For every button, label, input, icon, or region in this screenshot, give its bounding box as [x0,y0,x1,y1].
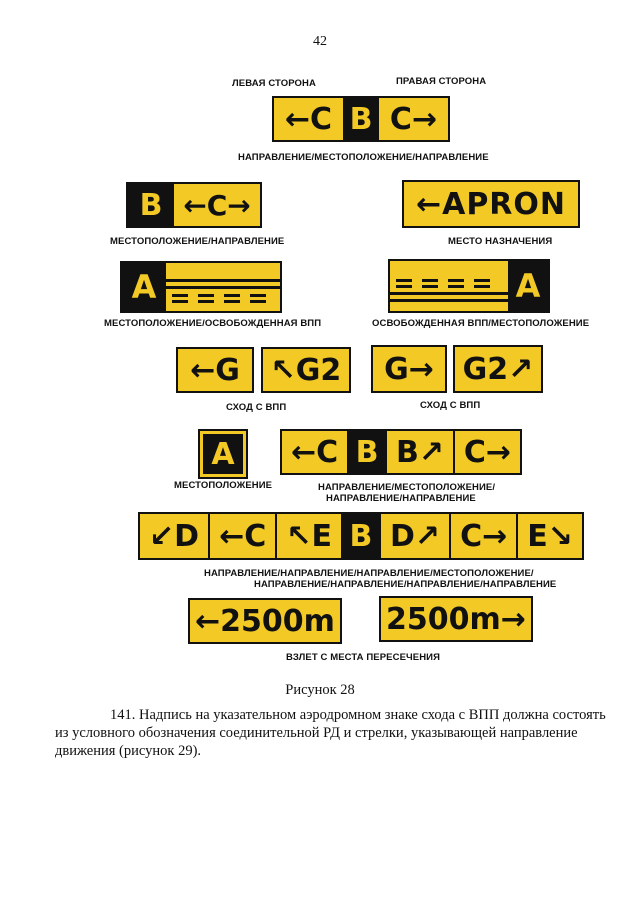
sign-panel: ←C [274,98,343,140]
caption-exit-left: СХОД С ВПП [226,402,287,413]
sign-apron [402,180,580,228]
dashed-line [474,279,490,282]
sign-2500m-left [188,598,342,644]
sign-panel-location: A [122,263,166,311]
sign-panel: G→ [373,347,445,391]
dashed-line [224,294,240,297]
sign-panel-location: B [128,184,174,226]
sign-panel: D↗ [381,514,449,558]
dashed-line [198,300,214,303]
sign-panel: ←2500m [190,600,340,642]
dashed-line [474,285,490,288]
paragraph-line-1: 141. Надпись на указательном аэродромном знаке схода с ВПП должна состоять [110,707,606,723]
continuous-line [166,286,280,289]
sign-2500m-right [379,596,533,642]
caption-cleared-loc: ОСВОБОЖДЕННАЯ ВПП/МЕСТОПОЛОЖЕНИЕ [372,318,590,329]
caption-right-side: ПРАВАЯ СТОРОНА [396,76,487,87]
caption-loc-dir: МЕСТОПОЛОЖЕНИЕ/НАПРАВЛЕНИЕ [110,236,285,247]
dashed-line [448,279,464,282]
continuous-line [166,279,280,282]
sign-panel-location: B [343,98,379,140]
sign-panel-location: A [203,434,243,474]
sign-panel: C→ [449,514,516,558]
sign-panel: ←C [282,431,347,473]
sign-location-a [200,431,246,477]
runway-vacated-panel [166,263,280,311]
caption-left-side: ЛЕВАЯ СТОРОНА [232,78,316,89]
dashed-line [448,285,464,288]
sign-panel-location: A [508,261,548,311]
sign-panel: E↘ [516,514,582,558]
page-number: 42 [313,34,327,49]
dashed-line [396,285,412,288]
caption-dir-loc-dir: НАПРАВЛЕНИЕ/МЕСТОПОЛОЖЕНИЕ/НАПРАВЛЕНИЕ [238,152,489,163]
sign-panel: C→ [453,431,520,473]
dashed-line [250,294,266,297]
sign-exit-g-left [176,347,254,393]
sign-a-vacated [120,261,282,313]
sign-panel-location: B [347,431,387,473]
sign-exit-g2-left [261,347,351,393]
sign-c-b-c [272,96,450,142]
sign-panel: 2500m→ [381,598,531,640]
sign-panel: B↗ [387,431,453,473]
sign-panel: ←G [178,349,252,391]
sign-panel: ←C→ [174,184,260,226]
sign-b-c [126,182,262,228]
continuous-line [390,292,508,295]
sign-panel: ←C [208,514,275,558]
dashed-line [250,300,266,303]
sign-exit-g2-right [453,345,543,393]
dashed-line [396,279,412,282]
paragraph-line-3: движения (рисунок 29). [55,743,202,759]
caption-loc-cleared: МЕСТОПОЛОЖЕНИЕ/ОСВОБОЖДЕННАЯ ВПП [104,318,322,329]
caption-dir-loc-dir-dir-2: НАПРАВЛЕНИЕ/НАПРАВЛЕНИЕ [326,493,476,504]
dashed-line [172,300,188,303]
caption-long-1: НАПРАВЛЕНИЕ/НАПРАВЛЕНИЕ/НАПРАВЛЕНИЕ/МЕСТОПОЛОЖЕНИЕ/ [204,568,534,579]
sign-exit-g-right [371,345,447,393]
dashed-line [422,285,438,288]
dashed-line [172,294,188,297]
caption-exit-right: СХОД С ВПП [420,400,481,411]
sign-panel: ↙D [140,514,208,558]
caption-dir-loc-dir-dir-1: НАПРАВЛЕНИЕ/МЕСТОПОЛОЖЕНИЕ/ [318,482,496,493]
dashed-line [224,300,240,303]
runway-vacated-panel [390,261,508,311]
sign-vacated-a [388,259,550,313]
paragraph-line-2: из условного обозначения соединительной РД и стрелки, указывающей направление [55,725,578,741]
caption-location: МЕСТОПОЛОЖЕНИЕ [174,480,273,491]
dashed-line [422,279,438,282]
continuous-line [390,299,508,302]
figure-caption: Рисунок 28 [285,682,355,698]
dashed-line [198,294,214,297]
caption-takeoff: ВЗЛЕТ С МЕСТА ПЕРЕСЕЧЕНИЯ [286,652,441,663]
sign-panel: ↖E [275,514,341,558]
caption-destination: МЕСТО НАЗНАЧЕНИЯ [448,236,553,247]
sign-panel-location: B [341,514,381,558]
caption-long-2: НАПРАВЛЕНИЕ/НАПРАВЛЕНИЕ/НАПРАВЛЕНИЕ/НАПРАВЛЕНИЕ [254,579,557,590]
sign-panel: G2↗ [455,347,541,391]
sign-panel: ↖G2 [263,349,349,391]
sign-c-b-b-c [280,429,522,475]
sign-panel: C→ [379,98,448,140]
sign-long-array [138,512,584,560]
sign-panel: ←APRON [404,182,578,226]
